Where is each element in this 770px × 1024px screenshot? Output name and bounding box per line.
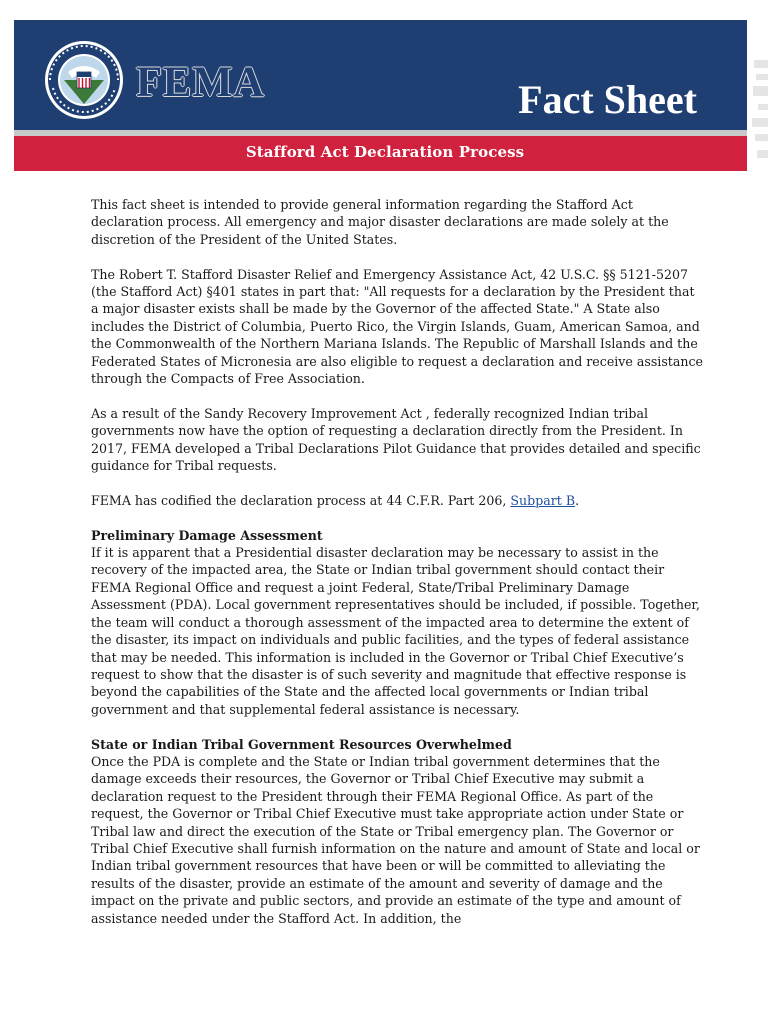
document-body	[91, 196, 703, 944]
subpart-b-link[interactable]: Subpart B	[510, 492, 576, 508]
resources-paragraph: Once the PDA is complete and the State or Indian tribal government determines that the damage exceeds their resources, the Governor or Tribal Chief Executive may submit a declaration request to the President through their FEMA Regional Office. As part of the request, the Governor or Tribal Chief Executive must take appropriate action under State or Tribal law and direct the execution of the State or Tribal emergency plan. The Governor or Tribal Chief Executive shall furnish information on the nature and amount of State and local or Indian tribal government resources that have been or will be committed to alleviating the results of the disaster, provide an estimate of the amount and severity of damage and the impact on the private and public sectors, and provide an estimate of the type and amount of assistance needed under the Stafford Act. In addition, the	[91, 753, 700, 926]
pda-paragraph: If it is apparent that a Presidential disaster declaration may be necessary to assist in the recovery of the impacted area, the State or Indian tribal government should contact their FEMA Regional Office and request a joint Federal, State/Tribal Preliminary Damage Assessment (PDA). Local government representatives should be included, if possible. Together, the team will conduct a thorough assessment of the impacted area to determine the extent of the disaster, its impact on individuals and public facilities, and the types of federal assistance that may be needed. This information is included in the Governor or Tribal Chief Executive’s request to show that the disaster is of such severity and magnitude that effective response is beyond the capabilities of the State and the affected local governments or Indian tribal government and that supplemental federal assistance is necessary.	[91, 545, 701, 717]
stafford-act-paragraph: The Robert T. Stafford Disaster Relief and Emergency Assistance Act, 42 U.S.C. §§ 5121-5207 (the Stafford Act) §401 states in part that: "All requests for a declaration by the President that a major disaster exists shall be made by the Governor of the affected State." A State also includes the District of Columbia, Puerto Rico, the Virgin Islands, Guam, American Samoa, and the Commonwealth of the Northern Mariana Islands. The Republic of Marshall Islands and the Federated States of Micronesia are also eligible to request a declaration and receive assistance through the Compacts of Free Association.	[91, 266, 703, 387]
edge-decoration	[750, 60, 770, 170]
intro-paragraph: This fact sheet is intended to provide general information regarding the Stafford Act declaration process. All emergency and major disaster declarations are made solely at the discretion of the President of the United States.	[91, 197, 669, 247]
codified-paragraph	[91, 492, 703, 509]
doc-type-title: Fact Sheet	[518, 77, 697, 122]
codified-suffix: .	[575, 492, 580, 508]
fema-logo: FEMA	[136, 59, 265, 106]
tribal-paragraph: As a result of the Sandy Recovery Improvement Act , federally recognized Indian tribal governments now have the option of requesting a declaration directly from the President. In 2017, FEMA developed a Tribal Declarations Pilot Guidance that provides detailed and specific guidance for Tribal requests.	[91, 405, 701, 474]
header-bar	[14, 20, 747, 130]
pda-heading: Preliminary Damage Assessment	[91, 527, 323, 543]
codified-text: FEMA has codified the declaration process at 44 C.F.R. Part 206,	[91, 492, 511, 508]
page-title: Stafford Act Declaration Process	[245, 143, 525, 161]
resources-heading: State or Indian Tribal Government Resources Overwhelmed	[91, 736, 512, 752]
dhs-seal-icon	[44, 40, 124, 120]
